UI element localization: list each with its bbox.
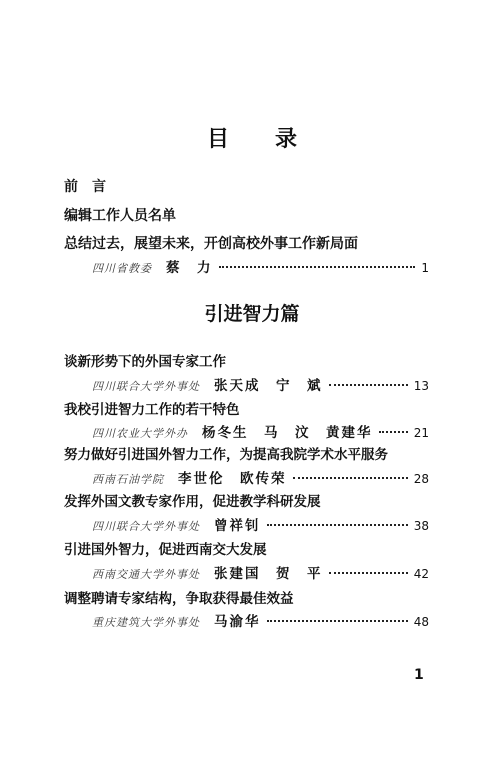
toc-entry-title: 发挥外国文教专家作用，促进教学科研发展 (64, 494, 321, 510)
toc-entry-title: 努力做好引进国外智力工作，为提高我院学术水平服务 (64, 447, 388, 463)
leader-dots (293, 477, 408, 479)
toc-entry-title: 引进国外智力，促进西南交大发展 (64, 542, 267, 558)
page-title: 目 录 (206, 126, 298, 152)
toc-entry-row (92, 467, 429, 485)
entry-affiliation: 西南石油学院 (92, 473, 164, 486)
leader-dots (379, 431, 408, 433)
entry-authors: 蔡 力 (166, 260, 213, 276)
entry-authors: 张建国 贺 平 (214, 566, 323, 582)
toc-entry-row (92, 374, 429, 392)
toc-entry-title: 谈新形势下的外国专家工作 (64, 354, 226, 370)
leader-dots (329, 384, 408, 386)
entry-affiliation: 四川联合大学外事处 (92, 520, 200, 533)
toc-entry-row (92, 562, 429, 580)
entry-affiliation: 重庆建筑大学外事处 (92, 616, 200, 629)
overview-article-row (92, 256, 429, 274)
entry-authors: 杨冬生 马 汶 黄建华 (202, 425, 373, 441)
leader-dots (267, 524, 408, 526)
entry-affiliation: 西南交通大学外事处 (92, 568, 200, 581)
toc-entry-row (92, 610, 429, 628)
page-number: 1 (414, 667, 424, 683)
entry-affiliation: 四川省教委 (92, 262, 152, 275)
editorial-staff-line: 编辑工作人员名单 (64, 208, 176, 224)
toc-entry-title: 我校引进智力工作的若干特色 (64, 402, 240, 418)
entry-page: 1 (421, 261, 429, 275)
leader-dots (329, 572, 408, 574)
entry-affiliation: 四川联合大学外事处 (92, 380, 200, 393)
entry-page: 48 (413, 615, 429, 629)
entry-authors: 张天成 宁 斌 (214, 378, 323, 394)
entry-page: 38 (413, 519, 429, 533)
leader-dots (219, 266, 416, 268)
toc-entry-title: 调整聘请专家结构，争取获得最佳效益 (64, 591, 294, 607)
preface-line: 前 言 (64, 179, 106, 195)
entry-page: 42 (413, 567, 429, 581)
overview-article-title: 总结过去，展望未来，开创高校外事工作新局面 (64, 236, 358, 252)
entry-authors: 曾祥钊 (214, 518, 261, 534)
entry-authors: 李世伦 欧传荣 (178, 471, 287, 487)
entry-page: 13 (413, 379, 429, 393)
entry-page: 28 (413, 472, 429, 486)
toc-entry-row (92, 421, 429, 439)
toc-entry-row (92, 514, 429, 532)
leader-dots (267, 620, 408, 622)
entry-authors: 马渝华 (214, 614, 261, 630)
entry-affiliation: 四川农业大学外办 (92, 427, 188, 440)
section-heading: 引进智力篇 (204, 303, 300, 325)
entry-page: 21 (413, 426, 429, 440)
